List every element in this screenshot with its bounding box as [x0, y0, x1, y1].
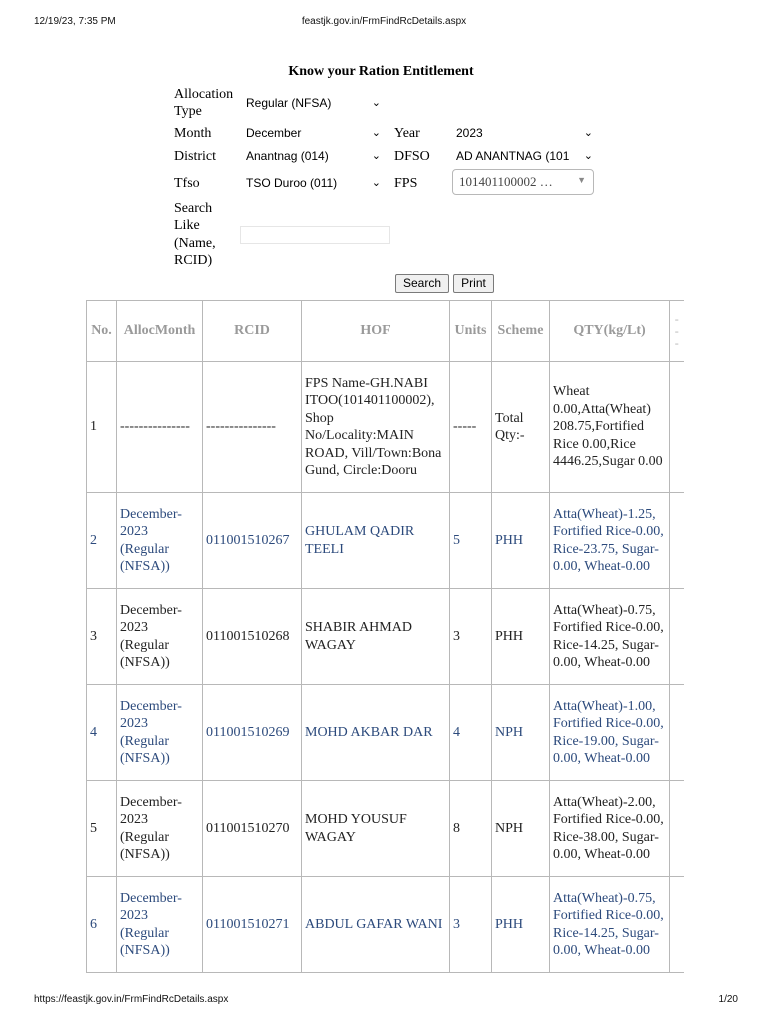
cell-extra	[670, 685, 684, 781]
cell-extra	[670, 589, 684, 685]
cell-scheme: PHH	[492, 589, 550, 685]
cell-alloc-month: December-2023 (Regular (NFSA))	[117, 589, 203, 685]
col-header-extra	[670, 301, 684, 362]
year-value: 2023	[456, 126, 483, 140]
district-label: District	[174, 149, 216, 164]
cell-alloc-month: December-2023 (Regular (NFSA))	[117, 781, 203, 877]
cell-no: 6	[87, 877, 117, 973]
cell-scheme: NPH	[492, 685, 550, 781]
col-header-extra-dash: -	[674, 324, 679, 338]
print-header	[0, 16, 768, 32]
cell-hof: MOHD YOUSUF WAGAY	[302, 781, 450, 877]
cell-scheme: NPH	[492, 781, 550, 877]
dropdown-arrow-icon: ▼	[577, 175, 586, 185]
year-label: Year	[394, 126, 420, 141]
cell-scheme: PHH	[492, 493, 550, 589]
cell-alloc-month: December-2023 (Regular (NFSA))	[117, 493, 203, 589]
print-button[interactable]: Print	[453, 274, 494, 293]
cell-scheme: PHH	[492, 877, 550, 973]
print-footer	[0, 994, 768, 1010]
cell-rcid: ---------------	[203, 362, 302, 493]
cell-units: 5	[450, 493, 492, 589]
dfso-select[interactable]	[450, 147, 594, 165]
cell-no: 4	[87, 685, 117, 781]
table-header-row	[87, 301, 684, 362]
cell-no: 1	[87, 362, 117, 493]
allocation-type-value: Regular (NFSA)	[246, 96, 332, 110]
cell-units: 3	[450, 589, 492, 685]
cell-units: 3	[450, 877, 492, 973]
fps-value: 101401100002 …	[459, 174, 553, 189]
cell-rcid: 011001510270	[203, 781, 302, 877]
search-like-input[interactable]	[240, 226, 390, 244]
cell-alloc-month: December-2023 (Regular (NFSA))	[117, 877, 203, 973]
cell-rcid: 011001510267	[203, 493, 302, 589]
tfso-select[interactable]	[240, 174, 382, 192]
cell-qty: Wheat 0.00,Atta(Wheat) 208.75,Fortified Rice 0.00,Rice 4446.25,Sugar 0.00	[550, 362, 670, 493]
month-label: Month	[174, 126, 212, 141]
search-like-label-line2: Like	[174, 218, 200, 233]
search-button[interactable]: Search	[395, 274, 449, 293]
district-value: Anantnag (014)	[246, 149, 329, 163]
col-header-units: Units	[450, 301, 492, 362]
col-header-extra-dash: -	[674, 312, 679, 326]
cell-qty: Atta(Wheat)-0.75, Fortified Rice-0.00, Rice-14.25, Sugar-0.00, Wheat-0.00	[550, 877, 670, 973]
cell-rcid: 011001510269	[203, 685, 302, 781]
cell-extra	[670, 781, 684, 877]
page-title: Know your Ration Entitlement	[288, 64, 474, 79]
chevron-down-icon: ⌄	[371, 97, 381, 109]
dfso-label: DFSO	[394, 149, 430, 164]
col-header-no: No.	[87, 301, 117, 362]
chevron-down-icon: ⌄	[371, 150, 381, 162]
col-header-alloc-month: AllocMonth	[117, 301, 203, 362]
allocation-type-label-line2: Type	[174, 104, 202, 119]
chevron-down-icon: ⌄	[583, 127, 593, 139]
year-select[interactable]	[450, 124, 594, 142]
cell-no: 3	[87, 589, 117, 685]
ration-table	[86, 300, 684, 973]
cell-no: 2	[87, 493, 117, 589]
fps-label: FPS	[394, 176, 418, 191]
cell-hof: FPS Name-GH.NABI ITOO(101401100002), Shop No/Locality:MAIN ROAD, Vill/Town:Bona Gund, Circle:Dooru	[302, 362, 450, 493]
print-url: feastjk.gov.in/FrmFindRcDetails.aspx	[301, 16, 467, 27]
cell-qty: Atta(Wheat)-0.75, Fortified Rice-0.00, Rice-14.25, Sugar-0.00, Wheat-0.00	[550, 589, 670, 685]
search-like-label-line3: (Name,	[174, 236, 216, 251]
cell-rcid: 011001510268	[203, 589, 302, 685]
col-header-rcid: RCID	[203, 301, 302, 362]
col-header-extra-dash: -	[674, 336, 679, 350]
allocation-type-label-line1: Allocation	[174, 87, 234, 102]
tfso-value: TSO Duroo (011)	[246, 176, 338, 190]
cell-extra	[670, 493, 684, 589]
table-row	[87, 493, 684, 589]
footer-url: https://feastjk.gov.in/FrmFindRcDetails.aspx	[34, 994, 229, 1005]
cell-hof: GHULAM QADIR TEELI	[302, 493, 450, 589]
page-number: 1/20	[718, 994, 738, 1005]
cell-hof: SHABIR AHMAD WAGAY	[302, 589, 450, 685]
table-row	[87, 877, 684, 973]
cell-no: 5	[87, 781, 117, 877]
cell-alloc-month: ---------------	[117, 362, 203, 493]
cell-qty: Atta(Wheat)-2.00, Fortified Rice-0.00, Rice-38.00, Sugar-0.00, Wheat-0.00	[550, 781, 670, 877]
cell-extra	[670, 362, 684, 493]
cell-rcid: 011001510271	[203, 877, 302, 973]
cell-units: -----	[450, 362, 492, 493]
table-row	[87, 685, 684, 781]
chevron-down-icon: ⌄	[371, 127, 381, 139]
cell-alloc-month: December-2023 (Regular (NFSA))	[117, 685, 203, 781]
cell-units: 4	[450, 685, 492, 781]
col-header-hof: HOF	[302, 301, 450, 362]
cell-hof: ABDUL GAFAR WANI	[302, 877, 450, 973]
table-row	[87, 589, 684, 685]
chevron-down-icon: ⌄	[371, 177, 381, 189]
month-select[interactable]	[240, 124, 382, 142]
col-header-qty: QTY(kg/Lt)	[550, 301, 670, 362]
cell-qty: Atta(Wheat)-1.00, Fortified Rice-0.00, Rice-19.00, Sugar-0.00, Wheat-0.00	[550, 685, 670, 781]
fps-select[interactable]	[452, 169, 594, 195]
cell-qty: Atta(Wheat)-1.25, Fortified Rice-0.00, Rice-23.75, Sugar-0.00, Wheat-0.00	[550, 493, 670, 589]
month-value: December	[246, 126, 302, 140]
print-datetime: 12/19/23, 7:35 PM	[34, 16, 116, 27]
tfso-label: Tfso	[174, 176, 200, 191]
district-select[interactable]	[240, 147, 382, 165]
cell-extra	[670, 877, 684, 973]
col-header-scheme: Scheme	[492, 301, 550, 362]
chevron-down-icon: ⌄	[583, 150, 593, 162]
search-like-label-line4: RCID)	[174, 253, 213, 268]
table-row	[87, 781, 684, 877]
summary-row	[87, 362, 684, 493]
cell-hof: MOHD AKBAR DAR	[302, 685, 450, 781]
search-like-label-line1: Search	[174, 201, 213, 216]
allocation-type-select[interactable]	[240, 94, 382, 112]
cell-scheme: Total Qty:-	[492, 362, 550, 493]
cell-units: 8	[450, 781, 492, 877]
dfso-value: AD ANANTNAG (101	[456, 149, 570, 163]
